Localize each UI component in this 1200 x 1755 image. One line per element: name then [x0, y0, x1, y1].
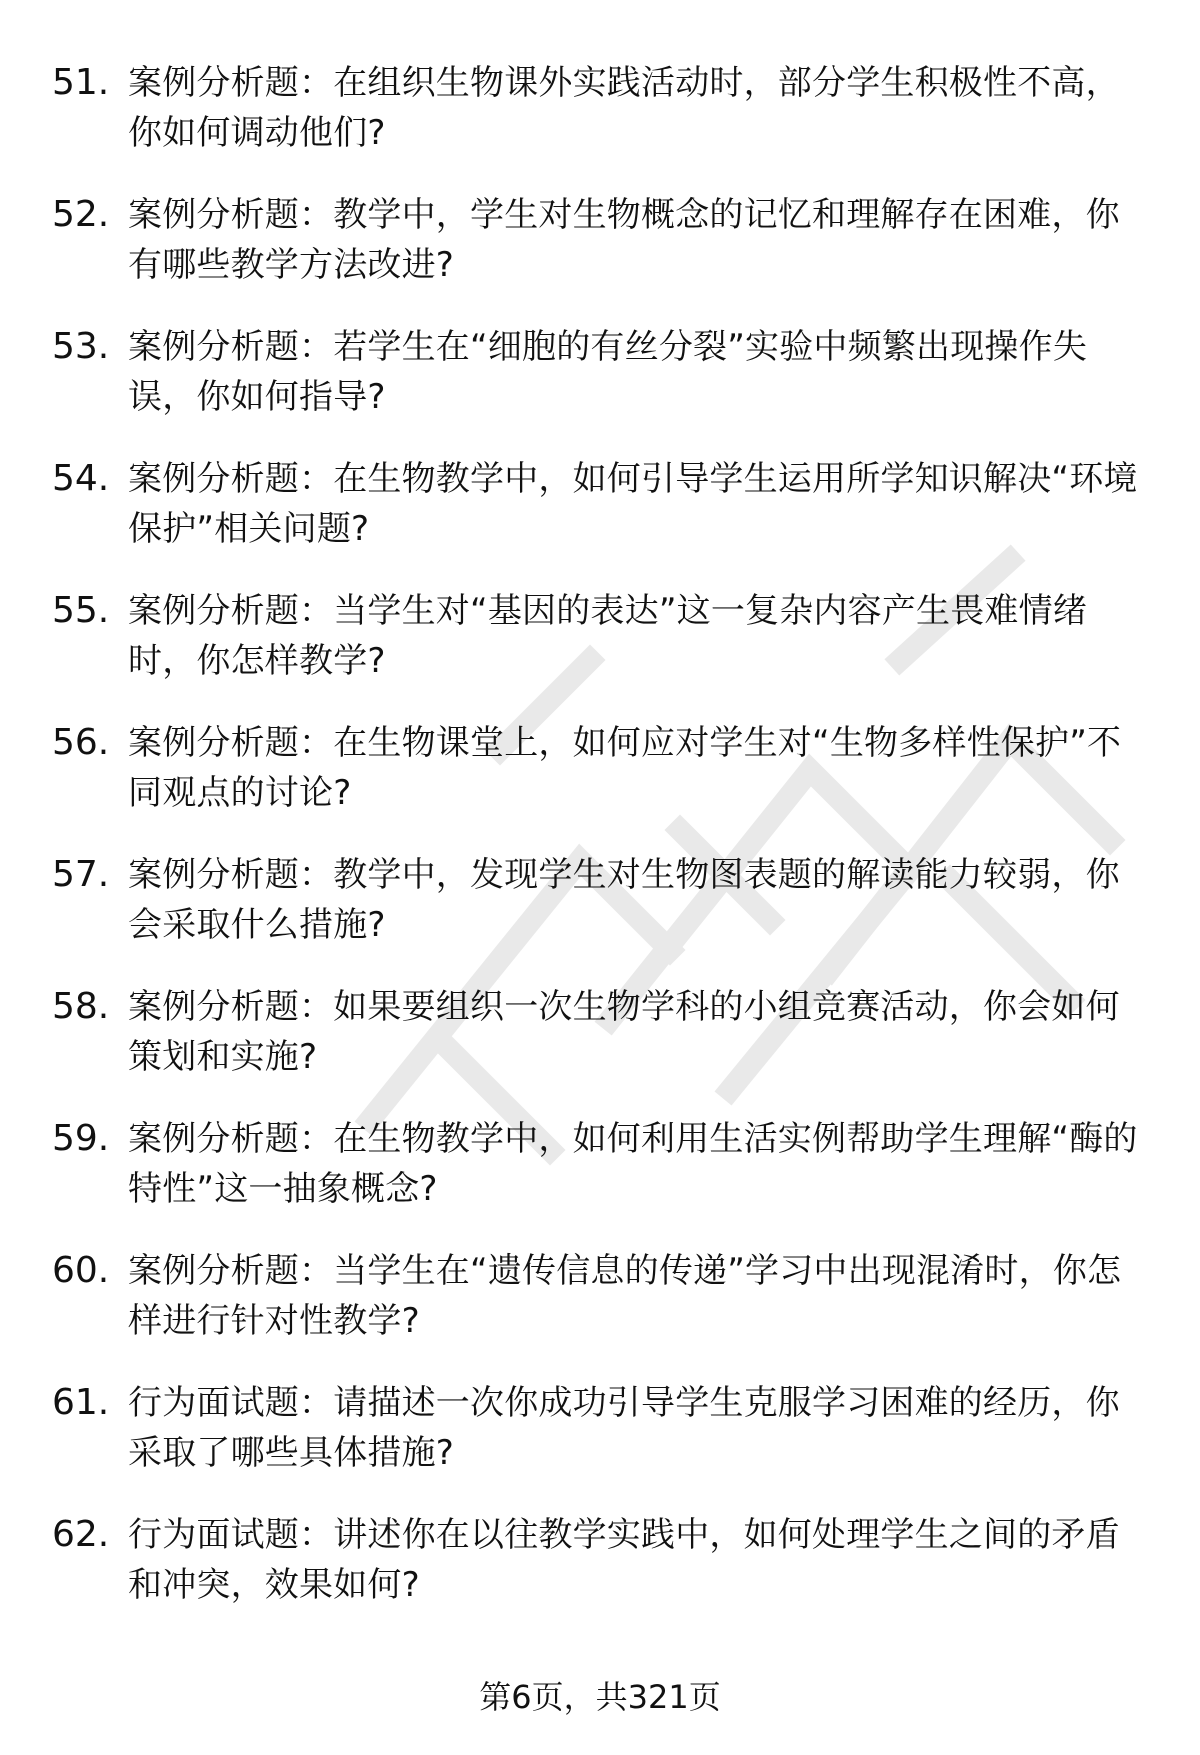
question-number: 56. [52, 722, 110, 763]
question-text: 案例分析题：在组织生物课外实践活动时，部分学生积极性不高，你如何调动他们? [128, 63, 1120, 153]
question-text: 案例分析题：在生物课堂上，如何应对学生对“生物多样性保护”不同观点的讨论? [128, 723, 1122, 813]
question-text: 案例分析题：在生物教学中，如何利用生活实例帮助学生理解“酶的特性”这一抽象概念? [128, 1119, 1138, 1209]
question-text: 案例分析题：如果要组织一次生物学科的小组竞赛活动，你会如何策划和实施? [128, 987, 1120, 1077]
list-item [0, 322, 1200, 454]
list-item [0, 982, 1200, 1114]
question-number: 53. [52, 326, 110, 367]
question-text: 案例分析题：当学生在“遗传信息的传递”学习中出现混淆时，你怎样进行针对性教学? [128, 1251, 1122, 1341]
question-number: 52. [52, 194, 110, 235]
question-text: 案例分析题：若学生在“细胞的有丝分裂”实验中频繁出现操作失误，你如何指导? [128, 327, 1088, 417]
question-number: 54. [52, 458, 110, 499]
question-number: 60. [52, 1250, 110, 1291]
list-item [0, 58, 1200, 190]
list-item [0, 586, 1200, 718]
page-footer: 第6页，共321页 [479, 1678, 721, 1716]
list-item [0, 1114, 1200, 1246]
list-item [0, 718, 1200, 850]
list-item [0, 454, 1200, 586]
question-number: 59. [52, 1118, 110, 1159]
question-number: 55. [52, 590, 110, 631]
question-text: 行为面试题：请描述一次你成功引导学生克服学习困难的经历，你采取了哪些具体措施? [128, 1383, 1120, 1473]
list-item [0, 1510, 1200, 1642]
question-text: 案例分析题：教学中，发现学生对生物图表题的解读能力较弱，你会采取什么措施? [128, 855, 1120, 945]
list-item [0, 190, 1200, 322]
question-number: 57. [52, 854, 110, 895]
question-list [0, 58, 1200, 1642]
list-item [0, 1378, 1200, 1510]
question-number: 58. [52, 986, 110, 1027]
question-text: 案例分析题：在生物教学中，如何引导学生运用所学知识解决“环境保护”相关问题? [128, 459, 1138, 549]
question-text: 案例分析题：教学中，学生对生物概念的记忆和理解存在困难，你有哪些教学方法改进? [128, 195, 1120, 285]
question-number: 51. [52, 62, 110, 103]
question-text: 行为面试题：讲述你在以往教学实践中，如何处理学生之间的矛盾和冲突，效果如何? [128, 1515, 1120, 1605]
question-number: 62. [52, 1514, 110, 1555]
list-item [0, 850, 1200, 982]
question-number: 61. [52, 1382, 110, 1423]
question-text: 案例分析题：当学生对“基因的表达”这一复杂内容产生畏难情绪时，你怎样教学? [128, 591, 1088, 681]
list-item [0, 1246, 1200, 1378]
